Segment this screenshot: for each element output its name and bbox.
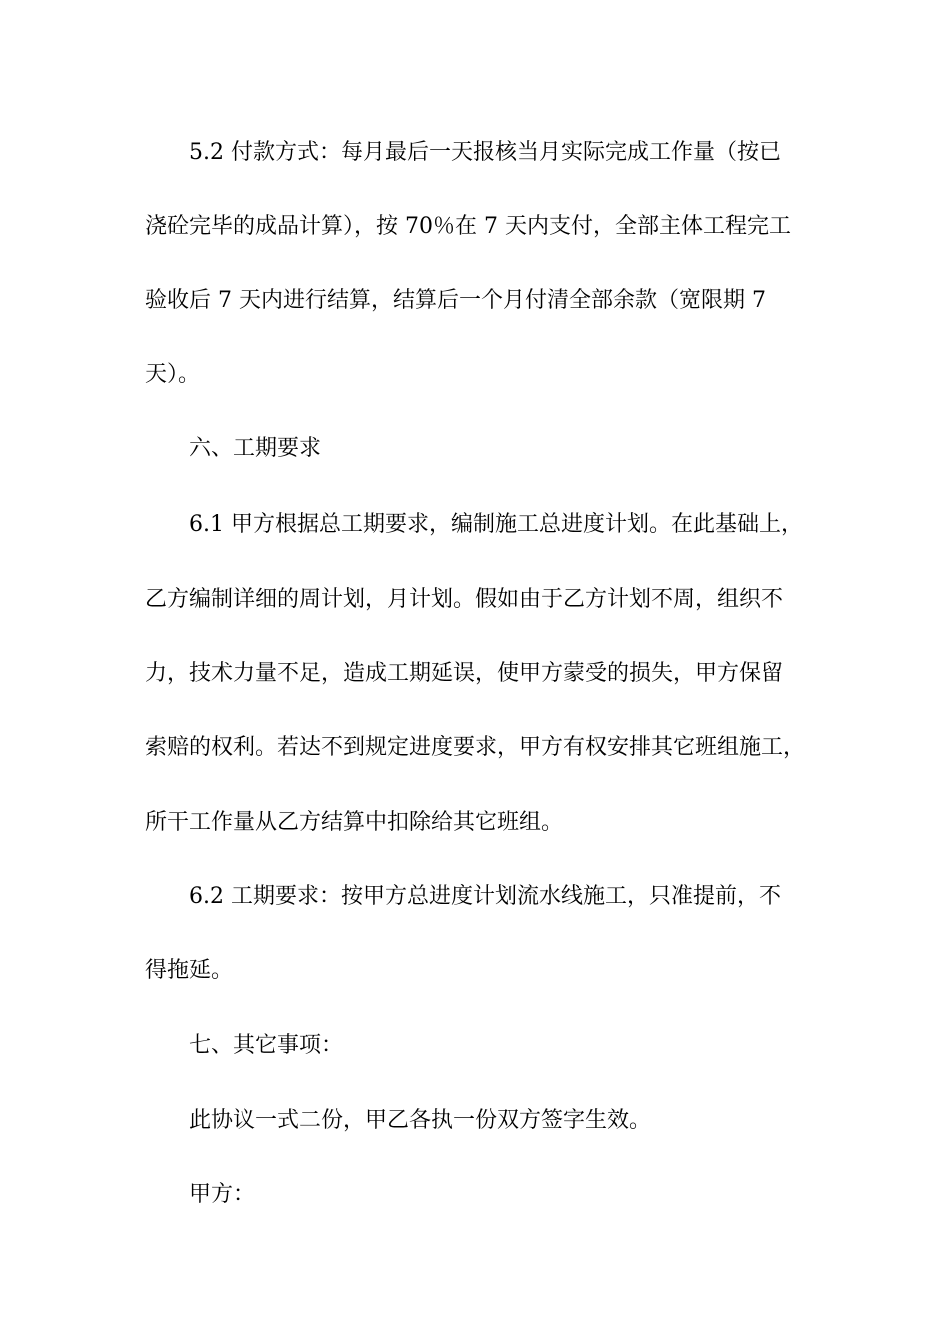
clause-5-2-line-1: 5.2 付款方式：每月最后一天报核当月实际完成工作量（按已: [189, 140, 781, 165]
clause-6-2-line-1: 6.2 工期要求：按甲方总进度计划流水线施工，只准提前，不: [189, 884, 781, 909]
section-7-heading: 七、其它事项：: [189, 1033, 344, 1058]
clause-5-2-line-3: 验收后 7 天内进行结算，结算后一个月付清全部余款（宽限期 7: [145, 288, 766, 313]
clause-6-1-line-5: 所干工作量从乙方结算中扣除给其它班组。: [145, 810, 564, 835]
clause-6-1-line-4: 索赔的权利。若达不到规定进度要求，甲方有权安排其它班组施工，: [145, 735, 806, 760]
section-6-heading: 六、工期要求: [189, 436, 322, 461]
clause-5-2-line-4: 天）。: [145, 362, 201, 387]
clause-5-2-line-2: 浇砼完毕的成品计算），按 70％在 7 天内支付，全部主体工程完工: [145, 214, 791, 239]
clause-6-1-line-2: 乙方编制详细的周计划，月计划。假如由于乙方计划不周，组织不: [145, 587, 784, 612]
party-a-signature-label: 甲方：: [189, 1182, 256, 1207]
clause-6-1-line-3: 力，技术力量不足，造成工期延误，使甲方蒙受的损失，甲方保留: [145, 661, 784, 686]
clause-6-1-line-1: 6.1 甲方根据总工期要求，编制施工总进度计划。在此基础上，: [189, 512, 803, 537]
clause-6-2-line-2: 得拖延。: [145, 958, 234, 983]
agreement-copies-text: 此协议一式二份，甲乙各执一份双方签字生效。: [189, 1108, 652, 1133]
